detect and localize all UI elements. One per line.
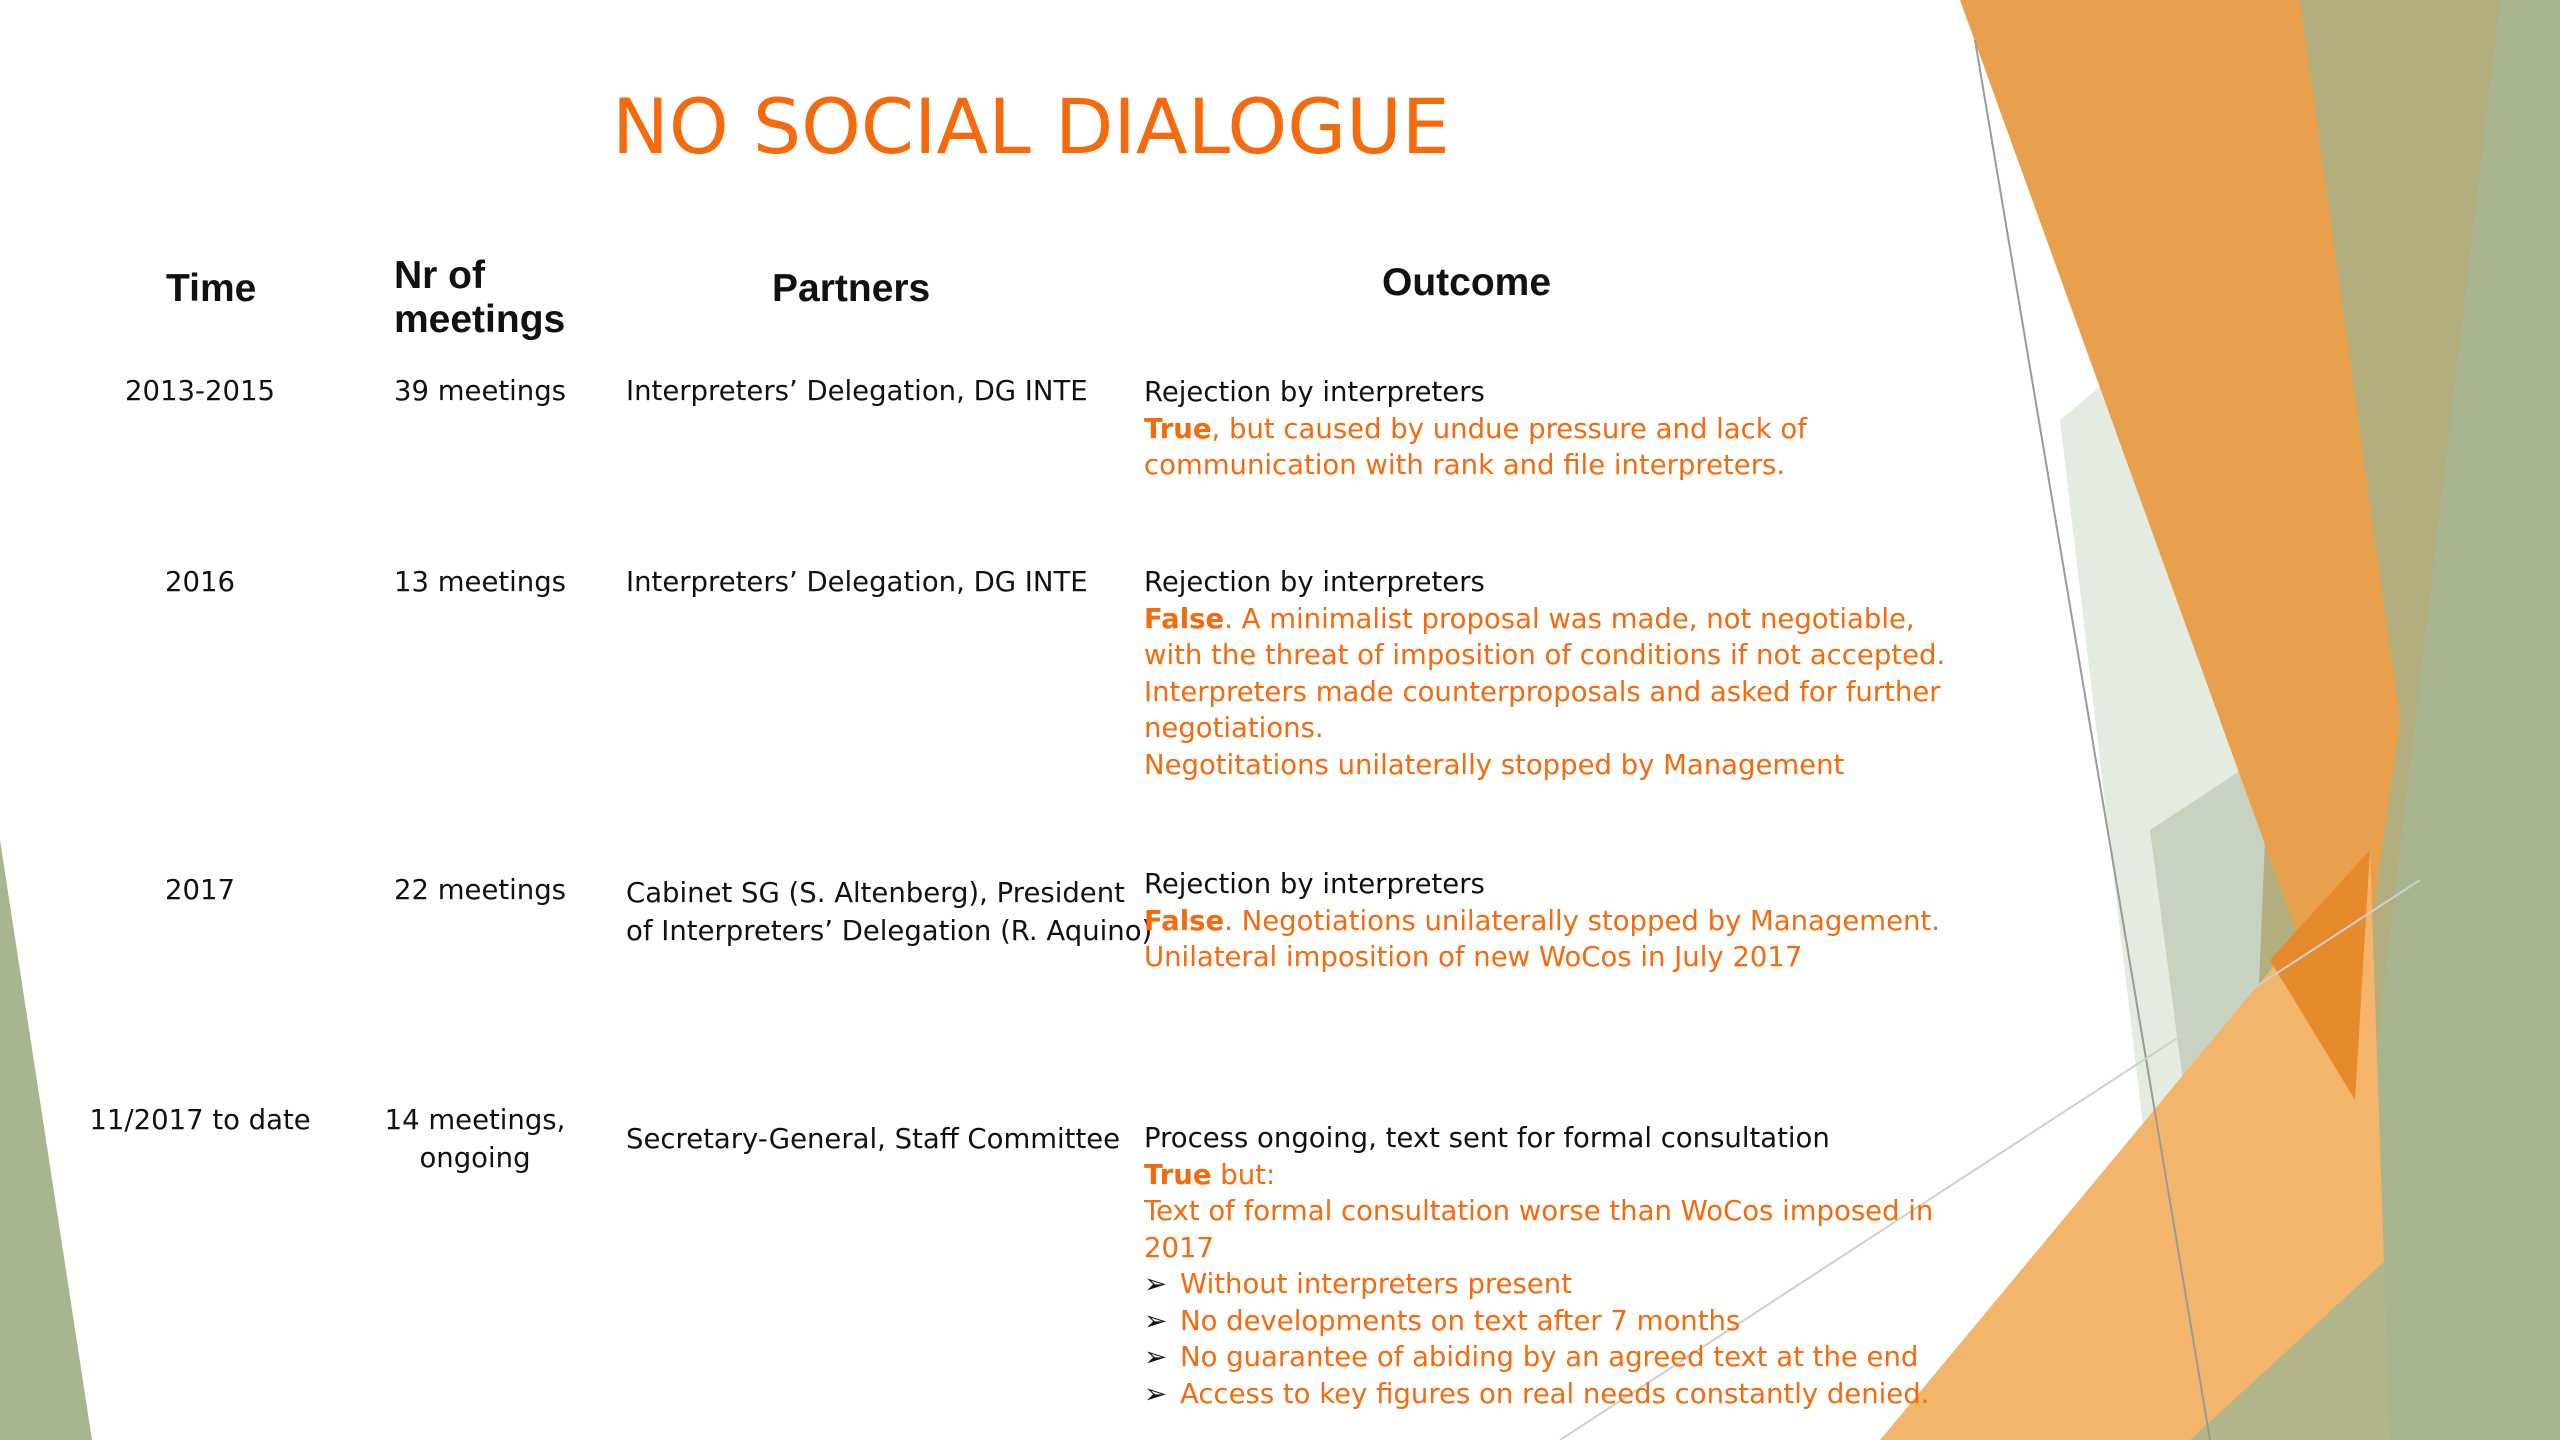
row1-verdict-rest: , but caused by undue pressure and lack of: [1211, 412, 1807, 445]
row4-bullet-text: No guarantee of abiding by an agreed text at the end: [1180, 1341, 1919, 1373]
row4-partners: Secretary-General, Staff Committee: [626, 1123, 1121, 1155]
row3-time: 2017: [165, 874, 235, 906]
row4-time: 11/2017 to date: [89, 1104, 311, 1136]
row4-bullet-text: No developments on text after 7 months: [1180, 1304, 1741, 1337]
row4-verdict-line: [1144, 1157, 1933, 1194]
arrow-bullet-icon: ➢: [1144, 1268, 1168, 1300]
row3-partners-line: of Interpreters’ Delegation (R. Aquino): [626, 915, 1153, 947]
row2-outcome: [1144, 564, 1945, 783]
row1-detail-line: communication with rank and file interpreters.: [1144, 449, 1786, 481]
row3-verdict-rest: . Negotiations unilaterally stopped by Management.: [1224, 904, 1940, 937]
row2-verdict-rest: . A minimalist proposal was made, not negotiable,: [1224, 602, 1915, 635]
row1-verdict: True: [1144, 412, 1212, 445]
row1-claim: Rejection by interpreters: [1144, 376, 1485, 408]
row4-bullet: [1144, 1266, 1933, 1303]
row3-detail-line: Unilateral imposition of new WoCos in July 2017: [1144, 941, 1803, 973]
row4-bullet-text: Access to key figures on real needs constantly denied.: [1180, 1377, 1930, 1410]
arrow-bullet-icon: ➢: [1144, 1304, 1168, 1337]
row3-partners: [626, 874, 1152, 950]
row3-verdict: False: [1144, 904, 1225, 937]
row4-bullet: [1144, 1303, 1933, 1340]
row2-time: 2016: [165, 566, 235, 598]
row4-meetings-line1: 14 meetings,: [384, 1104, 566, 1136]
arrow-bullet-icon: ➢: [1144, 1341, 1168, 1373]
header-meetings-line1: Nr of: [394, 254, 485, 297]
row4-claim: Process ongoing, text sent for formal consultation: [1144, 1122, 1830, 1154]
row2-verdict: False: [1144, 602, 1225, 635]
row4-bullet: [1144, 1339, 1933, 1376]
row4-bullet: [1144, 1376, 1933, 1413]
row4-bullet-text: Without interpreters present: [1180, 1268, 1572, 1300]
row2-partners: Interpreters’ Delegation, DG INTE: [626, 566, 1088, 598]
row1-outcome: [1144, 374, 1807, 484]
row4-detail-line: 2017: [1144, 1231, 1214, 1264]
row3-meetings: 22 meetings: [394, 874, 566, 906]
header-meetings: [394, 254, 565, 342]
row2-verdict-line: [1144, 601, 1945, 638]
arrow-bullet-icon: ➢: [1144, 1377, 1168, 1410]
row3-partners-line: Cabinet SG (S. Altenberg), President: [626, 877, 1125, 909]
row2-detail-line: Negotitations unilaterally stopped by Management: [1144, 748, 1845, 781]
row1-time: 2013-2015: [125, 375, 275, 407]
row2-claim: Rejection by interpreters: [1144, 566, 1485, 598]
slide-title: NO SOCIAL DIALOGUE: [612, 82, 1450, 171]
row3-outcome: [1144, 866, 1940, 976]
row2-meetings: 13 meetings: [394, 566, 566, 598]
header-time: Time: [166, 267, 257, 310]
row4-meetings-line2: ongoing: [419, 1142, 531, 1174]
row4-verdict: True: [1144, 1158, 1212, 1191]
row2-detail-line: Interpreters made counterproposals and asked for further: [1144, 675, 1941, 708]
header-partners: Partners: [772, 267, 931, 310]
row1-partners: Interpreters’ Delegation, DG INTE: [626, 375, 1088, 407]
row1-meetings: 39 meetings: [394, 375, 566, 407]
deco-left-green-wedge: [0, 840, 92, 1440]
row4-outcome: [1144, 1120, 1933, 1412]
row4-meetings: [380, 1101, 570, 1177]
header-meetings-line2: meetings: [394, 298, 566, 341]
header-outcome: Outcome: [1382, 261, 1552, 304]
row4-detail-line: Text of formal consultation worse than WoCos imposed in: [1144, 1195, 1934, 1227]
row2-detail-line: negotiations.: [1144, 712, 1324, 744]
row4-verdict-rest: but:: [1211, 1158, 1276, 1191]
row1-verdict-line: [1144, 411, 1807, 448]
row2-detail-line: with the threat of imposition of conditions if not accepted.: [1144, 639, 1946, 671]
row3-claim: Rejection by interpreters: [1144, 868, 1485, 900]
row3-verdict-line: [1144, 903, 1940, 940]
